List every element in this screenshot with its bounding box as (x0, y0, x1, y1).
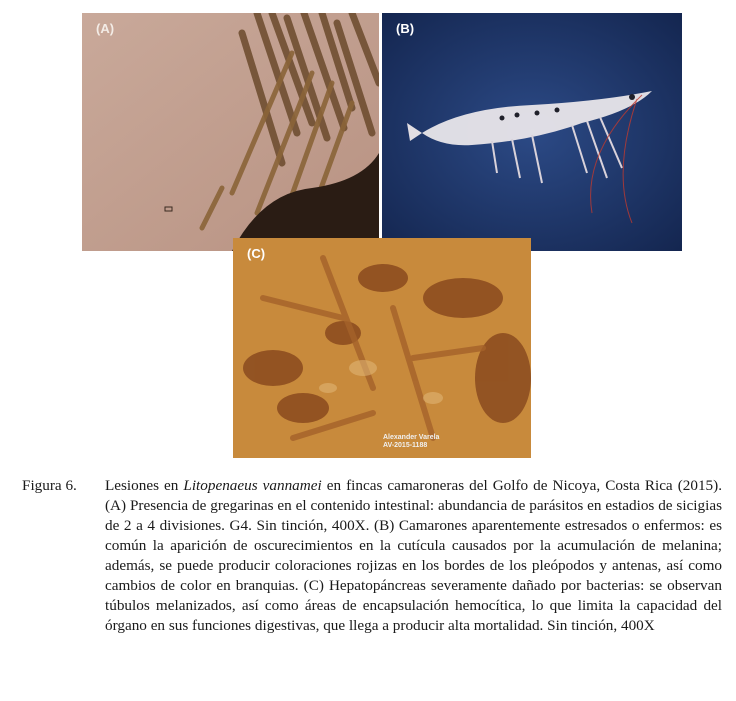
caption-body: en fincas camaroneras del Golfo de Nicoya, Costa Rica (2015). (A) Presencia de gregarinas en el contenido intestinal: abundancia de parásitos en estadios de sicigias de 2 a 4 divisiones. G4. Sin tinción, 400X. (B) Camarones aparentemente estresados o enfermos: es común la aparición de oscurecimientos en la cutícula causados por la acumulación de melanina; además, se puede producir coloraciones rojizas en los bordes de los pleópodos y antenas, así como cambios de color en branquias. (C) Hepatopáncreas severamente dañado por bacterias: se observan túbulos melanizados, así como áreas de encapsulación hemocítica, lo que limita la capacidad del órgano en sus funciones digestivas, que llega a producir alta mortalidad. Sin tinción, 400X (105, 477, 722, 634)
figure-panel-a (82, 13, 379, 251)
panel-label-c: (C) (247, 246, 266, 261)
figure-panel-c (233, 238, 531, 458)
figure-panel-b (382, 13, 682, 251)
panel-label-b: (B) (396, 21, 415, 36)
caption-intro: Lesiones en (105, 477, 184, 494)
credit-author: Alexander Varela (383, 434, 440, 441)
photo-shrimp (382, 13, 682, 251)
figure-number: Figura 6. (22, 477, 77, 494)
photo-credit (383, 434, 439, 450)
caption-text (105, 476, 722, 636)
micrograph-gregarines (82, 13, 379, 251)
species-name: Litopenaeus vannamei (183, 477, 322, 494)
panel-label-a: (A) (96, 21, 115, 36)
micrograph-hepatopancreas (233, 238, 531, 458)
credit-code: AV-2015-1188 (383, 442, 428, 449)
